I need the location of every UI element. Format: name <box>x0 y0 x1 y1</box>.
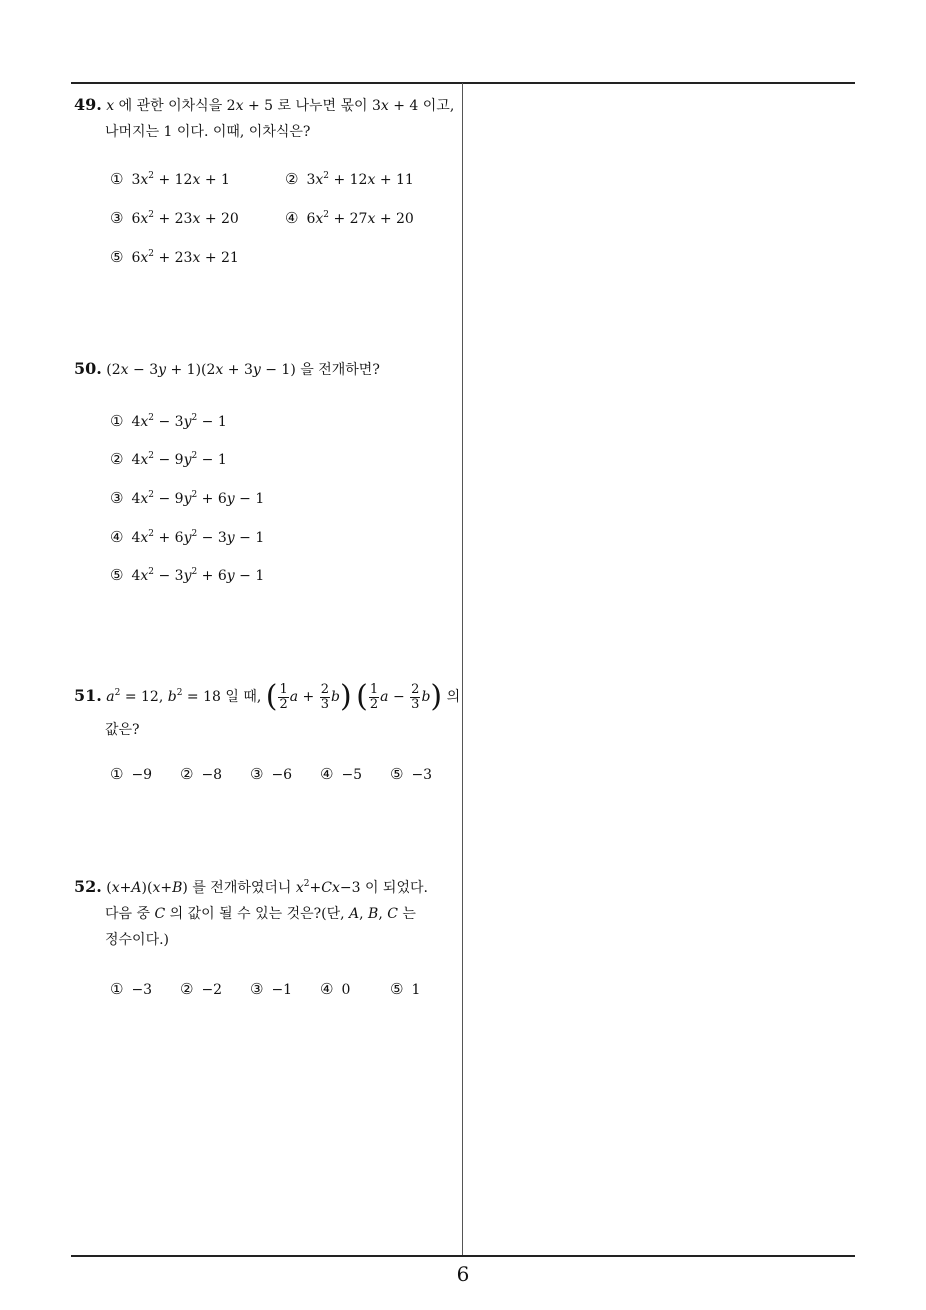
choice-marker: ⑤ <box>110 566 124 584</box>
choice-text: −3 <box>131 982 153 998</box>
choice-4[interactable] <box>110 528 264 546</box>
choice-3[interactable] <box>110 209 239 227</box>
problem-number: 49. <box>74 95 102 114</box>
question-line <box>74 92 458 119</box>
choice-5[interactable] <box>110 248 239 266</box>
choice-4[interactable] <box>320 765 362 783</box>
choice-text: −9 <box>131 767 153 783</box>
choice-marker: ④ <box>110 528 124 546</box>
choice-2[interactable] <box>180 765 222 783</box>
choice-marker: ② <box>180 980 194 998</box>
choice-1[interactable] <box>110 412 227 430</box>
choice-4[interactable] <box>285 209 414 227</box>
choice-marker: ② <box>110 450 124 468</box>
choice-marker: ② <box>180 765 194 783</box>
choice-marker: ④ <box>285 209 299 227</box>
choice-text: −2 <box>201 982 223 998</box>
choice-marker: ③ <box>110 489 124 507</box>
choice-marker: ④ <box>320 765 334 783</box>
choice-marker: ① <box>110 412 124 430</box>
choice-3[interactable] <box>110 489 264 507</box>
choice-marker: ① <box>110 765 124 783</box>
choice-1[interactable] <box>110 170 230 188</box>
choice-text: 1 <box>411 982 421 998</box>
choice-text: $4x^2 - 9y^2 - 1$ <box>131 451 227 468</box>
choice-text: −8 <box>201 767 223 783</box>
page-number: 6 <box>456 1262 470 1286</box>
choice-5[interactable] <box>390 980 420 998</box>
choice-2[interactable] <box>180 980 222 998</box>
choice-text: 0 <box>341 982 351 998</box>
choice-2[interactable] <box>110 450 227 468</box>
choice-text: −5 <box>341 767 363 783</box>
choice-marker: ③ <box>250 765 264 783</box>
question-text: (x+A)(x+B) 를 전개하였더니 $x^2+Cx-3$ 이 되었다. <box>106 879 428 896</box>
choice-text: −1 <box>271 982 293 998</box>
problem-49 <box>74 92 458 145</box>
question-text: $a^2 = 12$, $b^2 = 18$ 일 때, ( $\frac{1}{2}$ a + $\frac{2}{3}$ b) ( $\frac{1}{2}$ a − $\frac{2}{3}$ b) 의 <box>106 679 461 714</box>
column-divider <box>462 83 463 1256</box>
choice-text: $4x^2 - 3y^2 + 6y - 1$ <box>131 567 265 584</box>
choice-marker: ③ <box>110 209 124 227</box>
choice-marker: ② <box>285 170 299 188</box>
problem-number: 50. <box>74 359 102 378</box>
problem-52 <box>74 874 458 953</box>
question-text: (2x − 3y + 1)(2x + 3y − 1) 을 전개하면? <box>106 362 380 378</box>
choice-text: $3x^2 + 12x + 11$ <box>306 171 414 188</box>
problem-50 <box>74 356 458 383</box>
choice-5[interactable] <box>390 765 432 783</box>
question-text: x 에 관한 이차식을 2x + 5 로 나누면 몫이 3x + 4 이고, <box>106 98 455 114</box>
choice-text: −6 <box>271 767 293 783</box>
choice-marker: ⑤ <box>110 248 124 266</box>
choice-text: $6x^2 + 27x + 20$ <box>306 210 414 227</box>
choice-text: $6x^2 + 23x + 21$ <box>131 249 239 266</box>
question-line: 값은? <box>105 722 140 738</box>
problem-number: 51. <box>74 686 102 705</box>
choice-3[interactable] <box>250 765 292 783</box>
question-line <box>74 874 458 901</box>
choice-text: $4x^2 - 3y^2 - 1$ <box>131 413 227 430</box>
question-line: 다음 중 C 의 값이 될 수 있는 것은?(단, A, B, C 는 <box>105 906 416 922</box>
question-line <box>74 676 461 717</box>
choice-2[interactable] <box>285 170 414 188</box>
problem-number: 52. <box>74 877 102 896</box>
choice-marker: ① <box>110 170 124 188</box>
choice-text: $3x^2 + 12x + 1$ <box>131 171 230 188</box>
bottom-rule <box>71 1255 855 1257</box>
choice-4[interactable] <box>320 980 350 998</box>
question-line: 정수이다.) <box>105 932 170 948</box>
problem-51 <box>74 676 461 743</box>
top-rule <box>71 82 855 84</box>
choice-5[interactable] <box>110 566 264 584</box>
choice-marker: ③ <box>250 980 264 998</box>
question-line <box>74 356 458 383</box>
choice-marker: ① <box>110 980 124 998</box>
choice-marker: ⑤ <box>390 980 404 998</box>
choice-3[interactable] <box>250 980 292 998</box>
choice-text: −3 <box>411 767 433 783</box>
choice-text: $6x^2 + 23x + 20$ <box>131 210 239 227</box>
choice-marker: ④ <box>320 980 334 998</box>
choice-1[interactable] <box>110 980 152 998</box>
choice-text: $4x^2 + 6y^2 - 3y - 1$ <box>131 529 265 546</box>
choice-text: $4x^2 - 9y^2 + 6y - 1$ <box>131 490 265 507</box>
question-line: 나머지는 1 이다. 이때, 이차식은? <box>105 124 311 140</box>
choice-marker: ⑤ <box>390 765 404 783</box>
choice-1[interactable] <box>110 765 152 783</box>
